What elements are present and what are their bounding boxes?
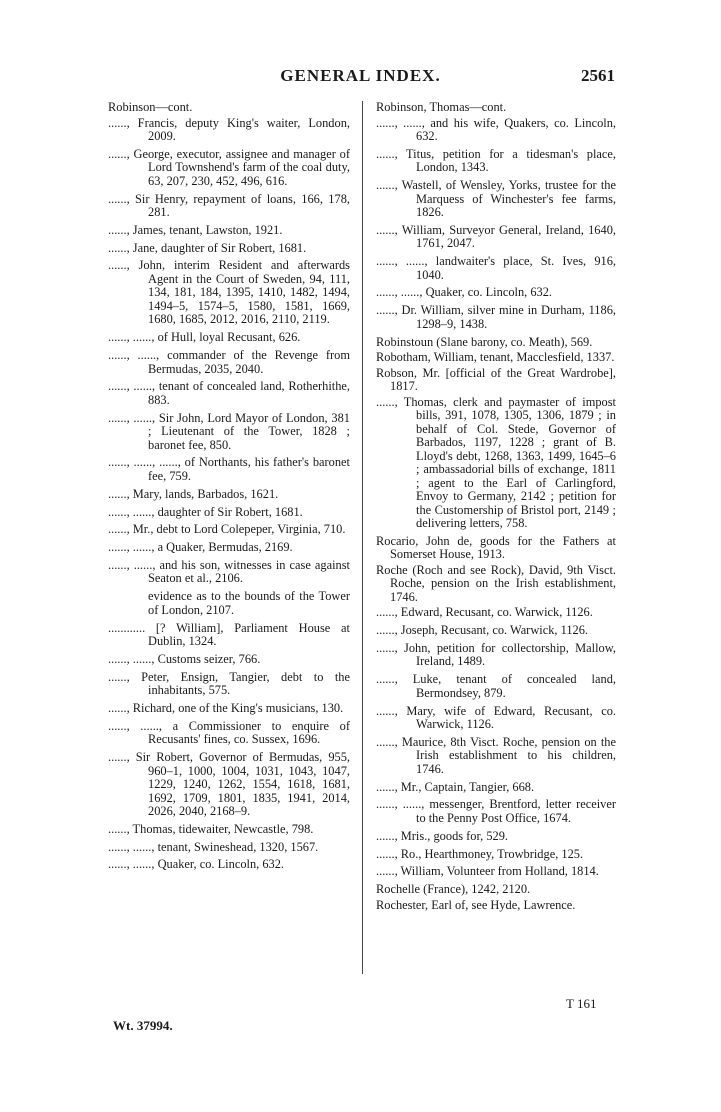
index-entry: Robinson, Thomas—cont.	[376, 100, 507, 114]
column-divider	[362, 101, 363, 974]
index-entry: ......, ......, Sir John, Lord Mayor of London, 381 ; Lieutenant of the Tower, 1828 ; baronet fee, 850.	[108, 410, 350, 452]
left-column	[108, 101, 350, 876]
index-entry: ......, ......, and his son, witnesses in case against Seaton et al., 2106.	[108, 557, 350, 586]
index-entry: Rochester, Earl of, see Hyde, Lawrence.	[376, 897, 576, 912]
index-entry: ......, Luke, tenant of concealed land, Bermondsey, 879.	[376, 672, 616, 700]
index-entry: ......, ......, Quaker, co. Lincoln, 632.	[108, 857, 285, 872]
index-entry: ......, ......, commander of the Revenge from Bermudas, 2035, 2040.	[108, 348, 350, 376]
index-entry: ......, Mary, lands, Barbados, 1621.	[108, 486, 279, 501]
index-entry: ......, John, interim Resident and afterwards Agent in the Court of Sweden, 94, 111, 134, 181, 184, 1395, 1410, 1482, 1494, 1494–5, 1574–5, 1580, 1581, 1669, 1680, 1685, 2012, 2016, 2110, 2119.	[108, 258, 350, 327]
index-entry: ......, Richard, one of the King's musicians, 130.	[108, 700, 344, 715]
index-entry: ......, Thomas, tidewaiter, Newcastle, 798.	[108, 821, 314, 836]
index-entry: ......, Jane, daughter of Sir Robert, 1681.	[108, 240, 307, 255]
index-entry: ......, ......, and his wife, Quakers, co. Lincoln, 632.	[376, 115, 616, 143]
index-entry: ......, ......, messenger, Brentford, letter receiver to the Penny Post Office, 1674.	[376, 797, 616, 825]
page-number: 2561	[581, 66, 615, 85]
index-entry: ......, Titus, petition for a tidesman's place, London, 1343.	[376, 146, 616, 175]
index-entry: ......, William, Volunteer from Holland, 1814.	[376, 864, 599, 879]
index-entry: ......, John, petition for collectorship, Mallow, Ireland, 1489.	[376, 640, 616, 669]
index-entry: ......, Francis, deputy King's waiter, London, 2009.	[108, 115, 350, 143]
index-entry: ......, Ro., Hearthmoney, Trowbridge, 125.	[376, 846, 584, 861]
index-entry: ......, Mr., debt to Lord Colepeper, Virginia, 710.	[108, 522, 346, 537]
index-entry: ......, ......, Quaker, co. Lincoln, 632.	[376, 285, 553, 300]
index-entry: Rochelle (France), 1242, 2120.	[376, 882, 531, 897]
index-entry: Rocario, John de, goods for the Fathers at Somerset House, 1913.	[376, 533, 616, 562]
index-entry: ......, ......, daughter of Sir Robert, 1681.	[108, 504, 303, 519]
signature-mark: T 161	[566, 996, 597, 1011]
index-entry: ......, Sir Henry, repayment of loans, 166, 178, 281.	[108, 191, 350, 220]
index-entry: ......, Edward, Recusant, co. Warwick, 1126.	[376, 605, 593, 620]
index-entry: ......, Dr. William, silver mine in Durham, 1186, 1298–9, 1438.	[376, 303, 616, 331]
index-entry: ......, ......, landwaiter's place, St. Ives, 916, 1040.	[376, 254, 616, 282]
index-entry: ......, Mris., goods for, 529.	[376, 828, 509, 843]
index-entry: ......, Wastell, of Wensley, Yorks, trustee for the Marquess of Winchester's fee farms, 1826.	[376, 178, 616, 220]
index-entry: ......, ......, a Quaker, Bermudas, 2169.	[108, 540, 293, 555]
index-entry: ............ [? William], Parliament House at Dublin, 1324.	[108, 620, 350, 649]
index-entry: Robson, Mr. [official of the Great Wardrobe], 1817.	[376, 365, 616, 394]
index-entry: ......, ......, ......, of Northants, his father's baronet fee, 759.	[108, 455, 350, 483]
index-entry: ......, William, Surveyor General, Ireland, 1640, 1761, 2047.	[376, 222, 616, 251]
index-entry: ......, ......, tenant of concealed land, Rotherhithe, 883.	[108, 379, 350, 407]
index-entry: evidence as to the bounds of the Tower of London, 2107.	[148, 589, 350, 617]
index-entry: ......, ......, tenant, Swineshead, 1320, 1567.	[108, 839, 319, 854]
right-column	[376, 101, 616, 914]
index-entry: Roche (Roch and see Rock), David, 9th Visct. Roche, pension on the Irish establishment, 1746.	[376, 562, 616, 604]
index-entry: ......, Mary, wife of Edward, Recusant, co. Warwick, 1126.	[376, 703, 616, 732]
index-entry: ......, James, tenant, Lawston, 1921.	[108, 222, 283, 237]
index-entry: ......, Peter, Ensign, Tangier, debt to the inhabitants, 575.	[108, 669, 350, 698]
index-entry: ......, Sir Robert, Governor of Bermudas, 955, 960–1, 1000, 1004, 1031, 1043, 1047, 1229, 1240, 1262, 1554, 1618, 1681, 1692, 1709, 1801, 1835, 1941, 2014, 2026, 2040, 2168–9.	[108, 750, 350, 819]
index-entry: ......, George, executor, assignee and manager of Lord Townshend's farm of the coal duty, 63, 207, 230, 452, 496, 616.	[108, 146, 350, 188]
printer-mark: Wt. 37994.	[113, 1018, 173, 1033]
index-entry: ......, ......, Customs seizer, 766.	[108, 651, 261, 666]
index-entry: ......, Thomas, clerk and paymaster of impost bills, 391, 1078, 1305, 1306, 1879 ; in behalf of Col. Stede, Governor of Barbados, 1197, 1228 ; grant of B. Lloyd's debt, 1268, 1363, 1499, 1645–6 ; ambassadorial bills of exchange, 1811 ; agent to the Earl of Carlingford, Envoy to Germany, 2142 ; petition for the Customership of Bristol port, 2149 ; delivering letters, 758.	[376, 394, 616, 531]
index-entry: ......, Maurice, 8th Visct. Roche, pension on the Irish establishment to his children, 1746.	[376, 734, 616, 776]
index-entry: ......, ......, a Commissioner to enquire of Recusants' fines, co. Sussex, 1696.	[108, 718, 350, 747]
index-entry: Robinson—cont.	[108, 100, 193, 114]
index-entry: Robinstoun (Slane barony, co. Meath), 569.	[376, 334, 593, 349]
index-entry: ......, Joseph, Recusant, co. Warwick, 1126.	[376, 623, 589, 638]
index-entry: ......, Mr., Captain, Tangier, 668.	[376, 779, 535, 794]
index-entry: Robotham, William, tenant, Macclesfield, 1337.	[376, 350, 615, 365]
index-entry: ......, ......, of Hull, loyal Recusant, 626.	[108, 330, 301, 345]
page-title: GENERAL INDEX.	[280, 66, 441, 85]
